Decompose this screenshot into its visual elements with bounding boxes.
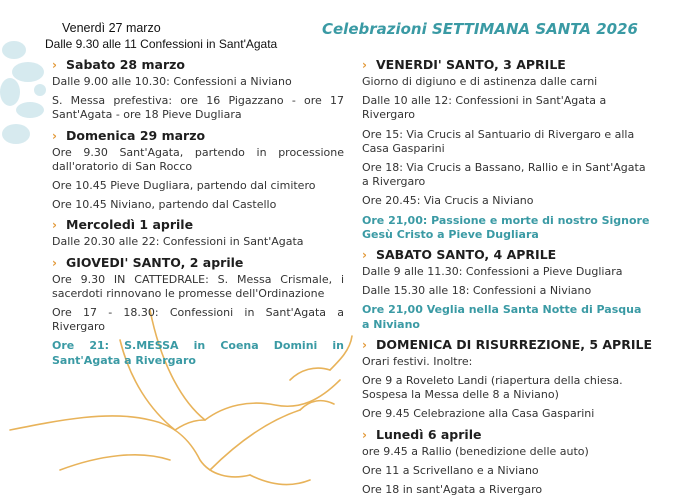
- schedule-item: Ore 18: Via Crucis a Bassano, Rallio e in Sant'Agata a Rivergaro: [362, 161, 646, 189]
- schedule-item: Ore 9 a Roveleto Landi (riapertura della chiesa. Sospesa la Messa delle 8 a Niviano): [362, 374, 623, 402]
- section-title: Domenica 29 marzo: [66, 127, 206, 143]
- highlight-item: Ore 21: S.MESSA in Coena Domini in Sant'Agata a Rivergaro: [52, 339, 344, 367]
- chevron-right-icon: ›: [52, 218, 57, 233]
- chevron-right-icon: ›: [362, 248, 367, 263]
- section-heading: [52, 217, 344, 233]
- highlight-item: Ore 21,00 Veglia nella Santa Notte di Pasqua a Niviano: [362, 303, 642, 331]
- top-note-date: Venerdì 27 marzo: [62, 21, 161, 35]
- chevron-right-icon: ›: [362, 427, 367, 442]
- left-column: [52, 57, 344, 373]
- schedule-item: Ore 20.45: Via Crucis a Niviano: [362, 194, 534, 208]
- schedule-item: Dalle 10 alle 12: Confessioni in Sant'Agata a Rivergaro: [362, 94, 607, 122]
- schedule-item: Ore 10.45 Niviano, partendo dal Castello: [52, 198, 277, 212]
- section-heading: [52, 255, 344, 271]
- right-column: [362, 57, 652, 502]
- section-heading: [52, 57, 344, 73]
- schedule-item: Ore 9.30 IN CATTEDRALE: S. Messa Crismale, i sacerdoti rinnovano le promesse dell'Ordinazione: [52, 272, 344, 300]
- schedule-item: Giorno di digiuno e di astinenza dalle carni: [362, 75, 598, 88]
- section-title: Mercoledì 1 aprile: [66, 217, 194, 233]
- schedule-item: Ore 17 - 18.30: Confessioni in Sant'Agata a Rivergaro: [52, 306, 344, 334]
- schedule-item: Dalle 20.30 alle 22: Confessioni in Sant'Agata: [52, 235, 304, 249]
- section-heading: [362, 57, 652, 73]
- schedule-item: Ore 18 in sant'Agata a Rivergaro: [362, 483, 543, 497]
- highlight-item: Ore 21,00: Passione e morte di nostro Signore Gesù Cristo a Pieve Dugliara: [362, 213, 650, 241]
- top-note: [8, 20, 308, 52]
- section-title: VENERDI' SANTO, 3 APRILE: [376, 57, 566, 72]
- schedule-item: S. Messa prefestiva: ore 16 Pigazzano - ore 17 Sant'Agata - ore 18 Pieve Dugliara: [52, 94, 344, 122]
- section-title: Lunedì 6 aprile: [376, 426, 482, 442]
- chevron-right-icon: ›: [52, 58, 57, 72]
- section-heading: [362, 337, 652, 353]
- section-heading: [362, 247, 652, 263]
- section-heading: [52, 128, 344, 144]
- schedule-item: Dalle 9 alle 11.30: Confessioni a Pieve Dugliara: [362, 265, 623, 279]
- section-title: Sabato 28 marzo: [66, 57, 185, 72]
- chevron-right-icon: ›: [52, 255, 57, 270]
- schedule-item: Ore 9.30 Sant'Agata, partendo in processione dall'oratorio di San Rocco: [52, 145, 344, 173]
- section-title: DOMENICA DI RISURREZIONE, 5 APRILE: [376, 336, 652, 352]
- section-title: GIOVEDI' SANTO, 2 aprile: [66, 254, 244, 270]
- chevron-right-icon: ›: [362, 337, 367, 352]
- schedule-item: Dalle 9.00 alle 10.30: Confessioni a Niviano: [52, 75, 292, 88]
- schedule-item: Ore 9.45 Celebrazione alla Casa Gasparini: [362, 407, 595, 421]
- section-title: SABATO SANTO, 4 APRILE: [376, 247, 557, 263]
- schedule-item: Orari festivi. Inoltre:: [362, 354, 473, 368]
- schedule-item: Dalle 15.30 alle 18: Confessioni a Niviano: [362, 284, 592, 298]
- schedule-item: Ore 10.45 Pieve Dugliara, partendo dal cimitero: [52, 179, 316, 193]
- schedule-item: Ore 15: Via Crucis al Santuario di Rivergaro e alla Casa Gasparini: [362, 127, 635, 155]
- top-note-text: Dalle 9.30 alle 11 Confessioni in Sant'Agata: [45, 37, 278, 51]
- schedule-item: ore 9.45 a Rallio (benedizione delle auto): [362, 444, 589, 458]
- schedule-item: Ore 11 a Scrivellano e a Niviano: [362, 463, 539, 477]
- section-heading: [362, 427, 652, 443]
- chevron-right-icon: ›: [362, 58, 367, 72]
- page-title: Celebrazioni SETTIMANA SANTA 2026: [322, 20, 638, 38]
- chevron-right-icon: ›: [52, 128, 57, 143]
